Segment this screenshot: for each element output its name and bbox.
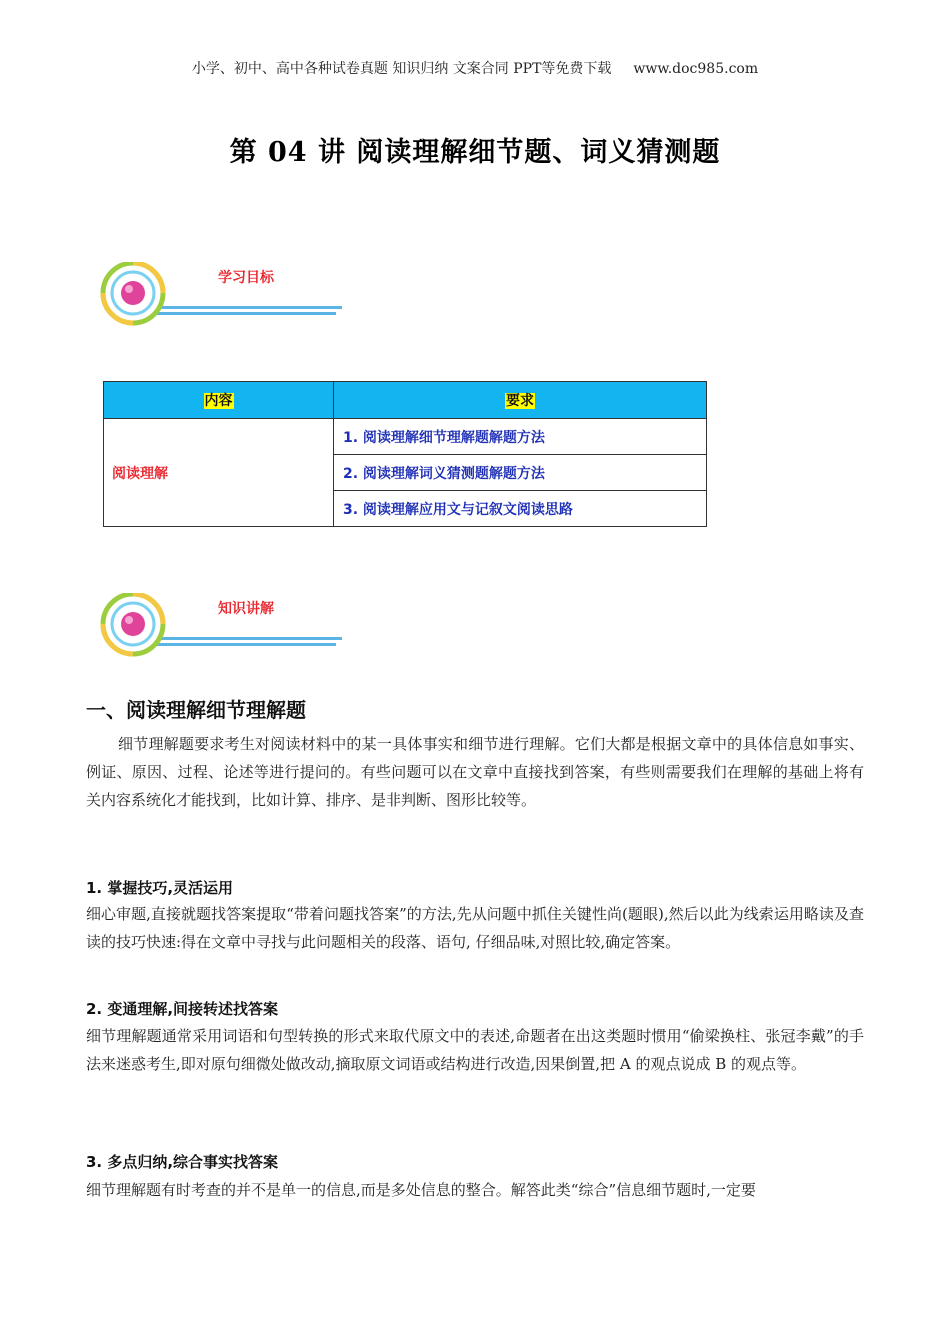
goals-banner-label: 学习目标 <box>218 270 274 286</box>
point-title: 2. 变通理解,间接转述找答案 <box>86 1000 279 1018</box>
header-site[interactable]: www.doc985.com <box>633 61 759 77</box>
knowledge-banner-label: 知识讲解 <box>218 601 274 617</box>
category-cell: 阅读理解 <box>104 419 334 527</box>
table-row <box>104 419 707 455</box>
header-cell-requirement: 要求 <box>334 382 707 419</box>
requirement-cell: 3. 阅读理解应用文与记叙文阅读思路 <box>334 491 707 527</box>
point-title: 1. 掌握技巧,灵活运用 <box>86 879 234 897</box>
knowledge-banner <box>96 593 346 663</box>
point-body: 细节理解题通常采用词语和句型转换的形式来取代原文中的表述,命题者在出这类题时惯用“偷梁换柱、张冠李戴”的手法来迷惑考生,即对原句细微处做改动,摘取原文词语或结构进行改造,因果倒置,把 A 的观点说成 B 的观点等。 <box>86 1027 864 1073</box>
goals-banner <box>96 262 346 332</box>
point-body: 细心审题,直接就题找答案提取“带着问题找答案”的方法,先从问题中抓住关键性尚(题眼),然后以此为线索运用略读及查读的技巧快速:得在文章中寻找与此问题相关的段落、语句, 仔细品味,对照比较,确定答案。 <box>86 905 864 951</box>
header-cell-content: 内容 <box>104 382 334 419</box>
point-title: 3. 多点归纳,综合事实找答案 <box>86 1153 279 1171</box>
goals-table <box>103 381 707 527</box>
page-header <box>0 58 950 78</box>
section-intro: 细节理解题要求考生对阅读材料中的某一具体事实和细节进行理解。它们大都是根据文章中的具体信息如事实、例证、原因、过程、论述等进行提问的。有些问题可以在文章中直接找到答案，有些则需要我们在理解的基础上将有关内容系统化才能找到，比如计算、排序、是非判断、图形比较等。 <box>86 735 864 809</box>
point-body: 细节理解题有时考查的并不是单一的信息,而是多处信息的整合。解答此类“综合”信息细节题时,一定要 <box>86 1181 756 1199</box>
requirement-cell: 2. 阅读理解词义猜测题解题方法 <box>334 455 707 491</box>
table-header-row <box>104 382 707 419</box>
requirement-cell: 1. 阅读理解细节理解题解题方法 <box>334 419 707 455</box>
header-text: 小学、初中、高中各种试卷真题 知识归纳 文案合同 PPT等免费下载 <box>191 61 612 77</box>
section-heading: 一、阅读理解细节理解题 <box>86 698 306 722</box>
page-title: 第 04 讲 阅读理解细节题、词义猜测题 <box>229 137 721 168</box>
